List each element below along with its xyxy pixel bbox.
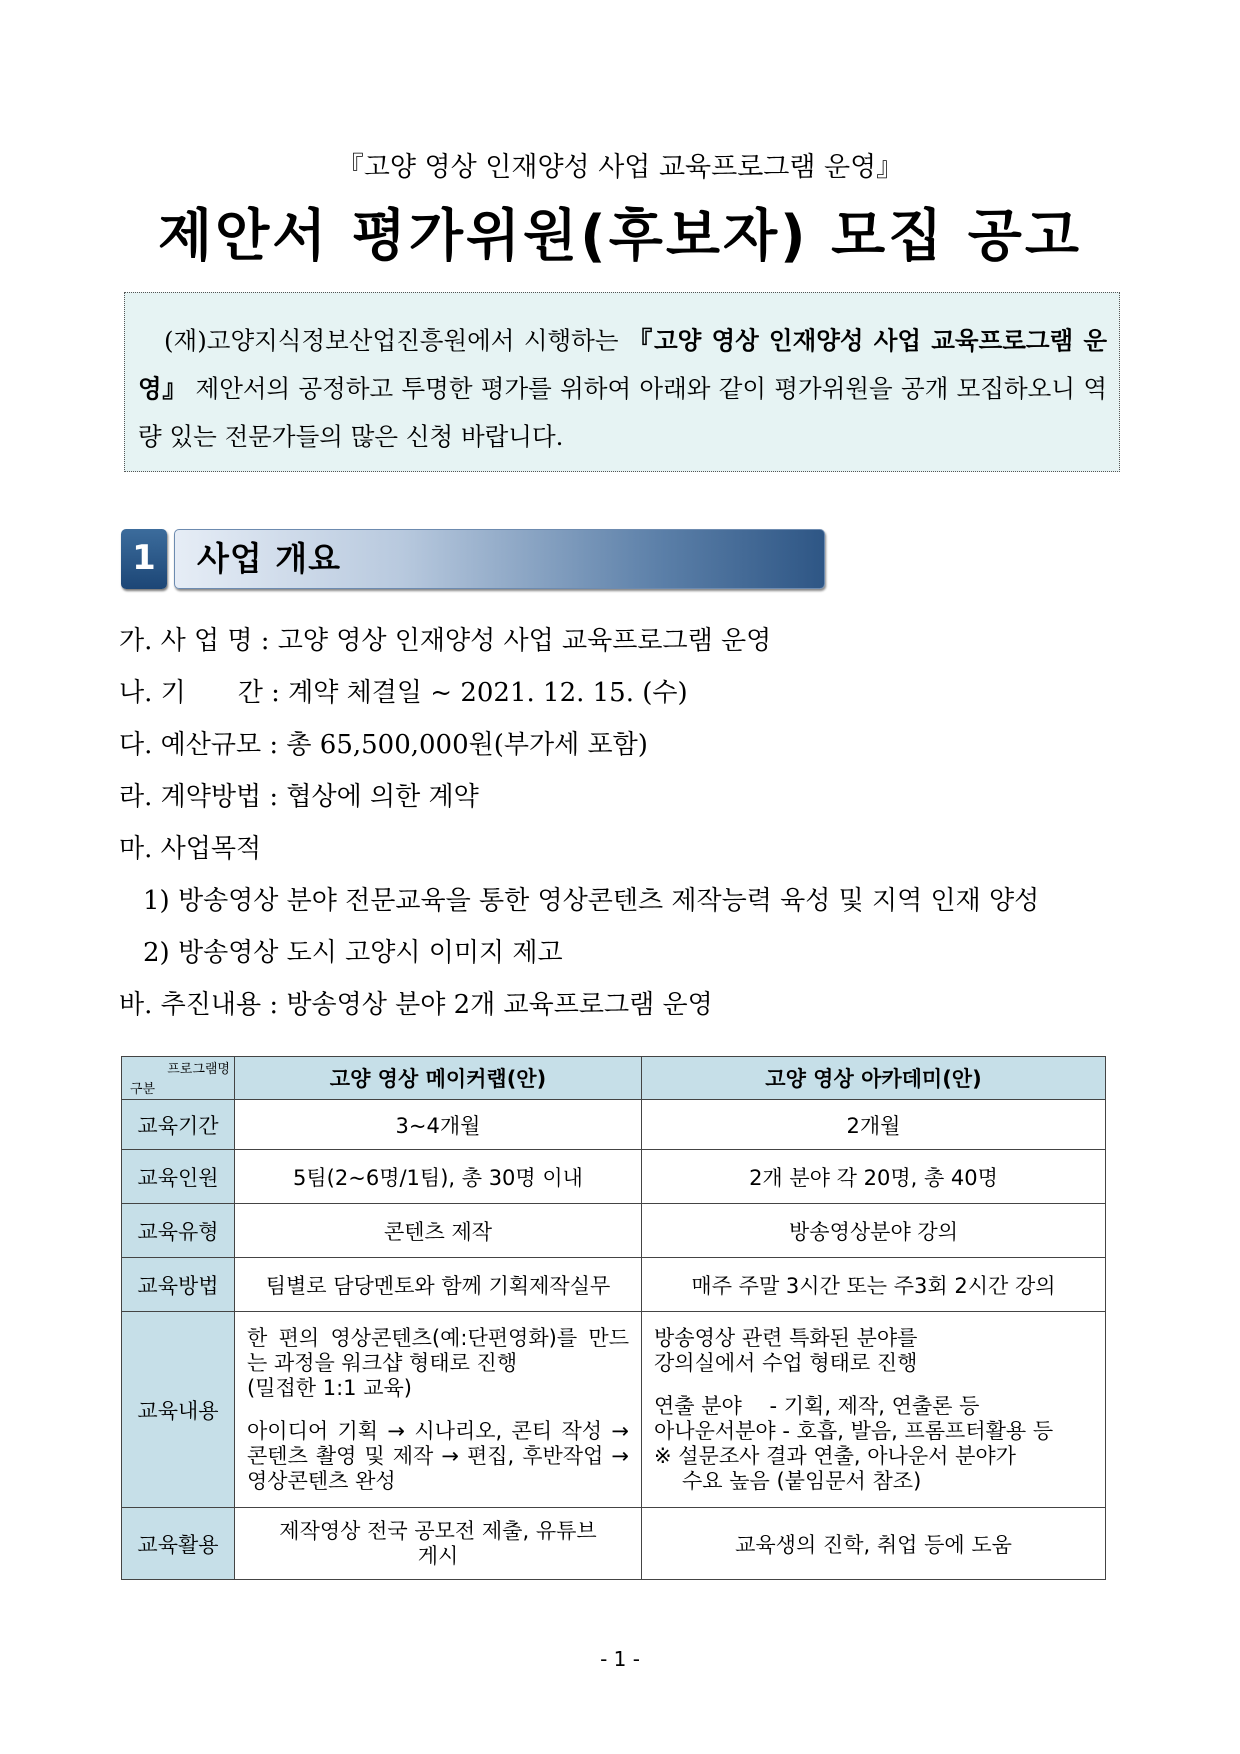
row-header: 교육인원	[122, 1150, 235, 1204]
intro-text-bold: 『고양 영상 인재양성 사업 교육프로그램 운영』	[138, 326, 1107, 403]
table-row	[122, 1312, 1106, 1508]
row-header: 교육유형	[122, 1204, 235, 1258]
row-header: 교육방법	[122, 1258, 235, 1312]
table-cell: 팀별로 담당멘토와 함께 기획제작실무	[235, 1258, 642, 1312]
table-row	[122, 1204, 1106, 1258]
program-table	[121, 1056, 1106, 1580]
content-makerlab-line: 한 편의 영상콘텐츠(예:단편영화)를 만드는 과정을 워크샵 형태로 진행	[247, 1325, 629, 1375]
outline-item-ra: 라. 계약방법 : 협상에 의한 계약	[119, 782, 479, 812]
outline-item-na: 나. 기 간 : 계약 체결일 ~ 2021. 12. 15. (수)	[119, 678, 688, 708]
outline-item-ga: 가. 사 업 명 : 고양 영상 인재양성 사업 교육프로그램 운영	[119, 626, 772, 656]
table-cell: 교육생의 진학, 취업 등에 도움	[642, 1508, 1106, 1580]
row-header: 교육활용	[122, 1508, 235, 1580]
table-row	[122, 1100, 1106, 1150]
page-title: 제안서 평가위원(후보자) 모집 공고	[157, 204, 1083, 269]
row-header: 교육내용	[122, 1312, 235, 1508]
content-academy-line: 강의실에서 수업 형태로 진행	[654, 1350, 918, 1375]
table-cell: 방송영상분야 강의	[642, 1204, 1106, 1258]
intro-text-2: 제안서의 공정하고 투명한 평가를 위하여 아래와 같이 평가위원을 공개 모집하오니 역량 있는 전문가들의 많은 신청 바랍니다.	[138, 374, 1107, 451]
table-corner-cell	[122, 1057, 235, 1100]
outline-item-ma: 마. 사업목적	[119, 834, 262, 864]
table-header-row	[122, 1057, 1106, 1100]
content-academy-line: 아나운서분야 - 호흡, 발음, 프롬프터활용 등	[654, 1418, 1054, 1443]
section-number: 1	[121, 529, 167, 589]
use-makerlab-line: 게시	[417, 1543, 459, 1568]
table-cell	[235, 1312, 642, 1508]
intro-box	[124, 292, 1120, 472]
table-row	[122, 1508, 1106, 1580]
content-academy-line: 수요 높음 (붙임문서 참조)	[682, 1468, 922, 1493]
content-academy-line: 연출 분야 - 기획, 제작, 연출론 등	[654, 1393, 980, 1418]
use-makerlab-line: 제작영상 전국 공모전 제출, 유튜브	[279, 1518, 597, 1543]
table-cell: 콘텐츠 제작	[235, 1204, 642, 1258]
corner-bottom-label: 구분	[130, 1082, 156, 1097]
content-makerlab-line: 아이디어 기획 → 시나리오, 콘티 작성 → 콘텐츠 촬영 및 제작 → 편집, 후반작업 → 영상콘텐츠 완성	[247, 1418, 629, 1493]
table-cell	[235, 1508, 642, 1580]
intro-text-1: (재)고양지식정보산업진흥원에서 시행하는	[164, 326, 628, 355]
table-row	[122, 1258, 1106, 1312]
content-academy-line: 방송영상 관련 특화된 분야를	[654, 1325, 918, 1350]
section-heading	[121, 529, 825, 589]
table-row	[122, 1150, 1106, 1204]
table-cell: 2개 분야 각 20명, 총 40명	[642, 1150, 1106, 1204]
outline-item-ma2: 2) 방송영상 도시 고양시 이미지 제고	[143, 938, 563, 968]
outline-item-ba: 바. 추진내용 : 방송영상 분야 2개 교육프로그램 운영	[119, 990, 713, 1020]
table-cell: 2개월	[642, 1100, 1106, 1150]
row-header: 교육기간	[122, 1100, 235, 1150]
table-cell	[642, 1312, 1106, 1508]
table-cell: 5팀(2~6명/1팀), 총 30명 이내	[235, 1150, 642, 1204]
section-title: 사업 개요	[197, 539, 342, 578]
page-subtitle: 『고양 영상 인재양성 사업 교육프로그램 운영』	[336, 152, 904, 183]
column-header-academy: 고양 영상 아카데미(안)	[642, 1057, 1106, 1100]
outline-item-da: 다. 예산규모 : 총 65,500,000원(부가세 포함)	[119, 730, 648, 760]
table-cell: 3~4개월	[235, 1100, 642, 1150]
table-cell: 매주 주말 3시간 또는 주3회 2시간 강의	[642, 1258, 1106, 1312]
content-makerlab-line: (밀접한 1:1 교육)	[247, 1375, 412, 1400]
column-header-makerlab: 고양 영상 메이커랩(안)	[235, 1057, 642, 1100]
corner-top-label: 프로그램명	[167, 1062, 230, 1077]
page-number: - 1 -	[600, 1647, 640, 1671]
content-academy-line: ※ 설문조사 결과 연출, 아나운서 분야가	[654, 1443, 1016, 1468]
outline-item-ma1: 1) 방송영상 분야 전문교육을 통한 영상콘텐츠 제작능력 육성 및 지역 인재 양성	[143, 886, 1040, 916]
